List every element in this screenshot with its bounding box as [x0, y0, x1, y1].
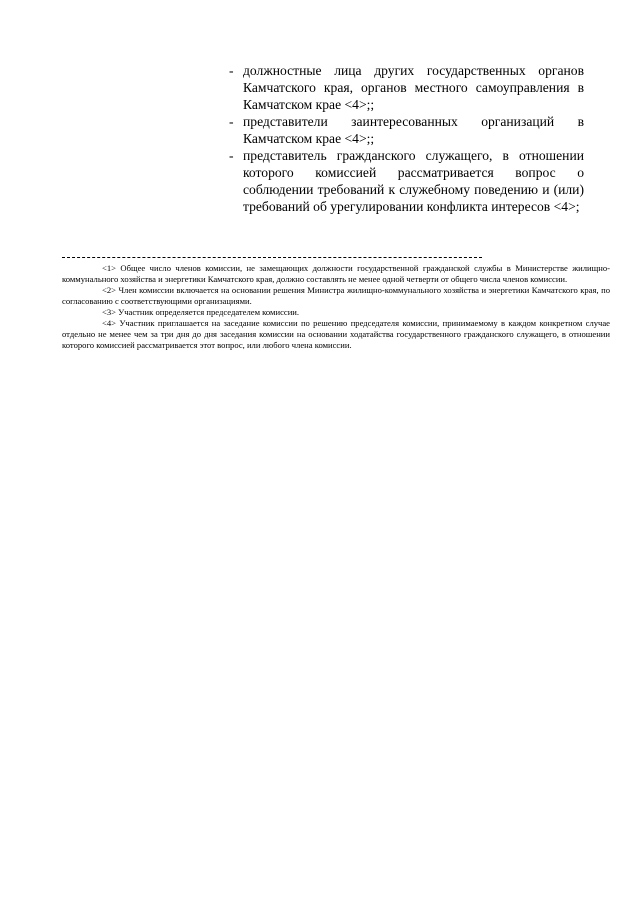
participants-list — [228, 62, 584, 215]
footnotes-section — [62, 263, 610, 351]
bullet-marker: - — [229, 63, 234, 78]
list-item-text: представители заинтересованных организаций в Камчатском крае <4>;; — [243, 114, 584, 146]
bullet-marker: - — [229, 148, 234, 163]
footnote-separator — [62, 257, 482, 258]
footnote-3: <3> Участник определяется председателем комиссии. — [102, 307, 300, 317]
footnote-4: <4> Участник приглашается на заседание комиссии по решению председателя комиссии, принимаемому в каждом конкретном случае отдельно не менее чем за три дня до дня заседания комиссии на основании ходатайства государственного гражданского служащего, в отношении которого комиссией рассматривается этот вопрос, или любого члена комиссии. — [62, 318, 610, 350]
bullet-marker: - — [229, 114, 234, 129]
list-item — [228, 113, 584, 147]
list-item-text: должностные лица других государственных органов Камчатского края, органов местного самоуправления в Камчатском крае <4>;; — [243, 63, 584, 112]
list-item — [228, 147, 584, 215]
list-item-text: представитель гражданского служащего, в отношении которого комиссией рассматривается вопрос о соблюдении требований к служебному поведению и (или) требований об урегулировании конфликта интересов <4>; — [243, 148, 584, 214]
footnote-2: <2> Член комиссии включается на основании решения Министра жилищно-коммунального хозяйства и энергетики Камчатского края, по согласованию с соответствующими организациями. — [62, 285, 610, 306]
list-item — [228, 62, 584, 113]
footnote-1: <1> Общее число членов комиссии, не замещающих должности государственной гражданской службы в Министерстве жилищно-коммунального хозяйства и энергетики Камчатского края, должно составлять не менее одной четверти от общего числа членов комиссии. — [62, 263, 610, 284]
